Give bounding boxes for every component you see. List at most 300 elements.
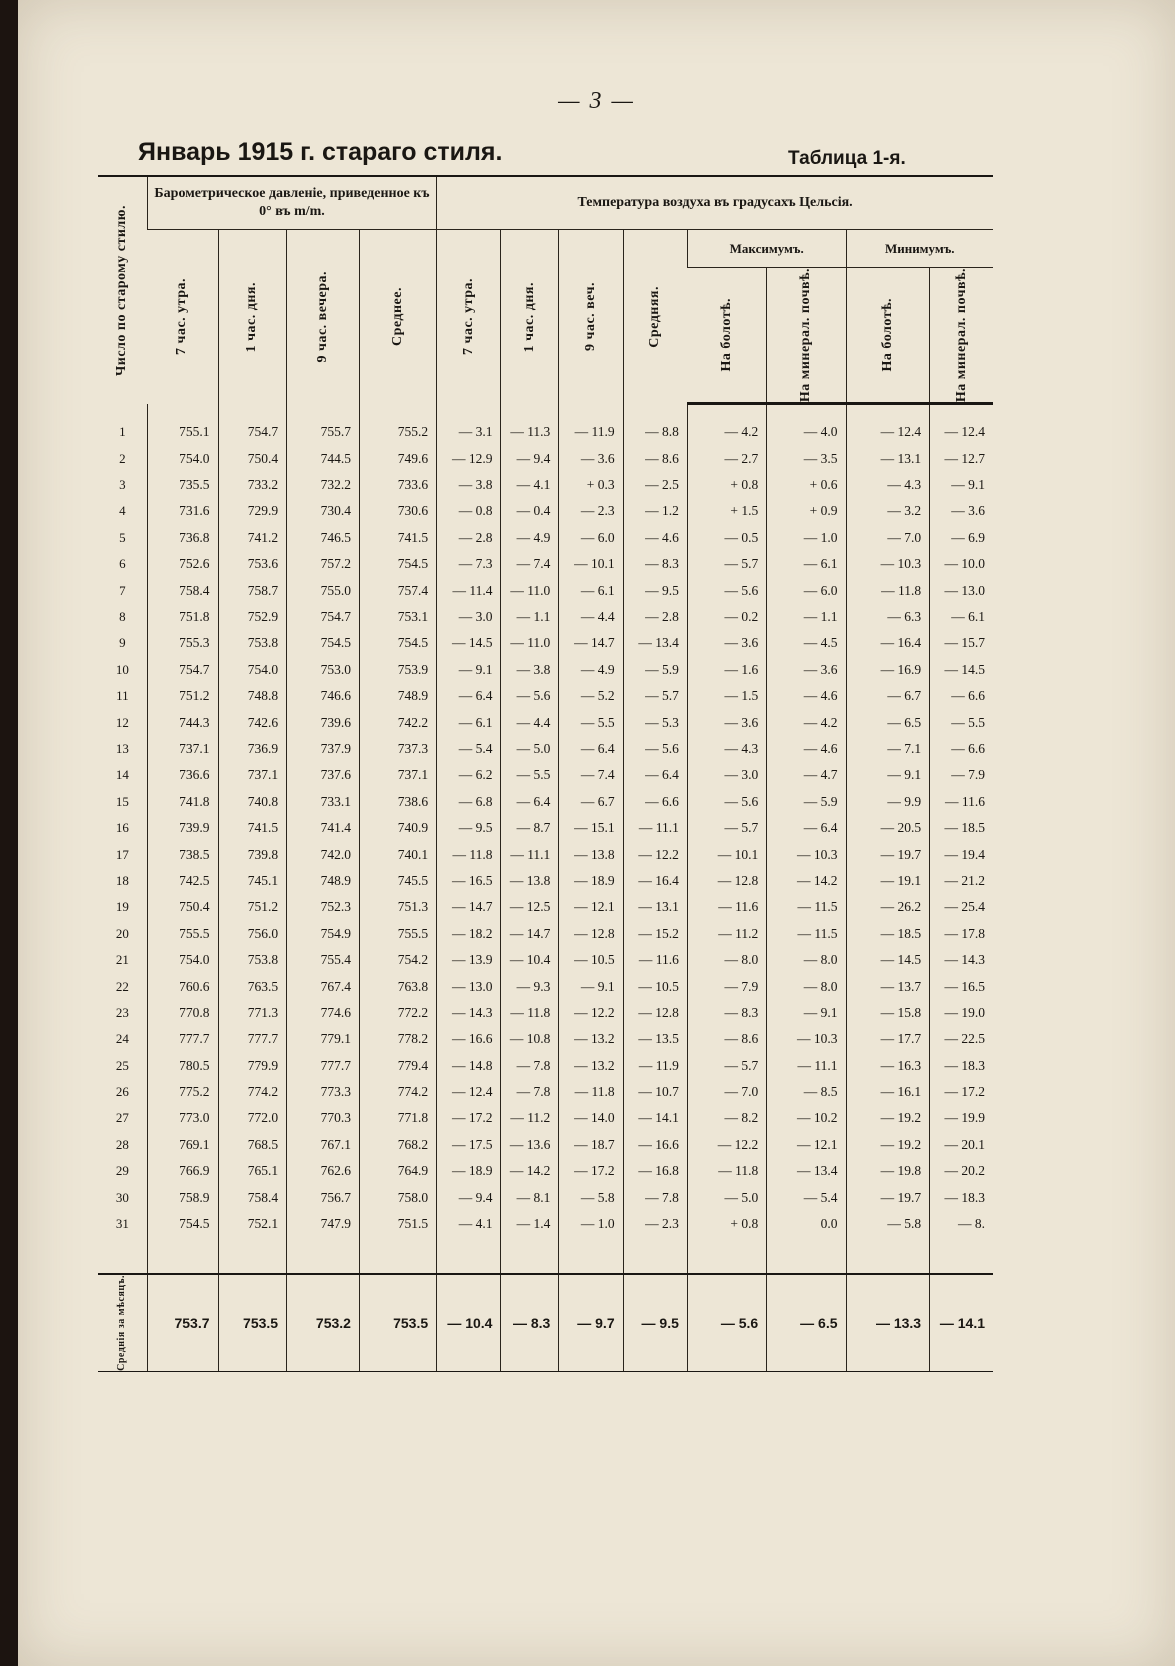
cell-min-mineral: — 25.4 xyxy=(930,894,993,920)
cell-t9: — 9.1 xyxy=(559,973,623,999)
cell-p7: 770.8 xyxy=(147,1000,218,1026)
cell-t1: — 1.4 xyxy=(501,1211,559,1237)
cell-tavg: — 12.2 xyxy=(623,841,687,867)
cell-max-bog: — 1.6 xyxy=(687,657,766,683)
cell-tavg: — 8.3 xyxy=(623,551,687,577)
cell-max-mineral: — 10.2 xyxy=(767,1105,846,1131)
cell-t9: — 11.8 xyxy=(559,1079,623,1105)
cell-p9: 730.4 xyxy=(287,498,360,524)
cell-t9: — 10.1 xyxy=(559,551,623,577)
cell-p1: 758.4 xyxy=(218,1184,287,1210)
cell-day: 13 xyxy=(115,740,129,756)
cell-t1: — 4.9 xyxy=(501,525,559,551)
cell-p1: 741.2 xyxy=(218,525,287,551)
cell-t9: — 5.8 xyxy=(559,1184,623,1210)
table-row xyxy=(98,498,993,524)
cell-pavg: 748.9 xyxy=(359,683,436,709)
cell-t1: — 11.8 xyxy=(501,1000,559,1026)
cell-min-mineral: — 14.3 xyxy=(930,947,993,973)
cell-day: 8 xyxy=(119,609,126,625)
cell-min-bog: — 20.5 xyxy=(846,815,930,841)
table-row xyxy=(98,1158,993,1184)
cell-pavg: 740.1 xyxy=(359,841,436,867)
cell-max-mineral: + 0.9 xyxy=(767,498,846,524)
header-temperature-group: Температура воздуха въ градусахъ Цельсія. xyxy=(437,176,993,230)
cell-day: 18 xyxy=(115,872,129,888)
cell-min-mineral: — 9.1 xyxy=(930,472,993,498)
cell-pavg: 754.2 xyxy=(359,947,436,973)
cell-max-mineral: — 9.1 xyxy=(767,1000,846,1026)
cell-day: 6 xyxy=(119,556,126,572)
cell-min-mineral: — 22.5 xyxy=(930,1026,993,1052)
cell-p9: 777.7 xyxy=(287,1052,360,1078)
cell-max-bog: — 8.2 xyxy=(687,1105,766,1131)
avg-tavg: — 9.5 xyxy=(623,1274,687,1371)
cell-p9: 774.6 xyxy=(287,1000,360,1026)
table-row xyxy=(98,404,993,446)
cell-max-bog: — 7.9 xyxy=(687,973,766,999)
cell-t9: — 4.9 xyxy=(559,657,623,683)
cell-min-bog: — 19.7 xyxy=(846,1184,930,1210)
cell-p9: 753.0 xyxy=(287,657,360,683)
cell-p9: 737.6 xyxy=(287,762,360,788)
cell-min-mineral: — 18.3 xyxy=(930,1184,993,1210)
table-row xyxy=(98,551,993,577)
cell-tavg: — 11.9 xyxy=(623,1052,687,1078)
cell-t7: — 17.2 xyxy=(437,1105,501,1131)
cell-max-mineral: — 6.0 xyxy=(767,577,846,603)
cell-p9: 779.1 xyxy=(287,1026,360,1052)
cell-p9: 754.5 xyxy=(287,630,360,656)
cell-p7: 752.6 xyxy=(147,551,218,577)
cell-t7: — 16.5 xyxy=(437,868,501,894)
averages-label: Среднія за мѣсяцъ. xyxy=(116,1275,128,1372)
cell-t7: — 11.8 xyxy=(437,841,501,867)
cell-p7: 751.2 xyxy=(147,683,218,709)
cell-day: 25 xyxy=(115,1057,129,1073)
cell-min-mineral: — 17.2 xyxy=(930,1079,993,1105)
avg-p1: 753.5 xyxy=(218,1274,287,1371)
cell-pavg: 768.2 xyxy=(359,1132,436,1158)
table-label: Таблица 1-я. xyxy=(788,148,906,169)
cell-p9: 756.7 xyxy=(287,1184,360,1210)
cell-p7: 773.0 xyxy=(147,1105,218,1131)
table-row xyxy=(98,789,993,815)
cell-min-bog: — 19.8 xyxy=(846,1158,930,1184)
cell-t9: — 14.0 xyxy=(559,1105,623,1131)
cell-t9: — 12.2 xyxy=(559,1000,623,1026)
cell-day: 4 xyxy=(119,503,126,519)
table-row xyxy=(98,1000,993,1026)
cell-min-mineral: — 8. xyxy=(930,1211,993,1237)
cell-t7: — 6.1 xyxy=(437,709,501,735)
cell-min-mineral: — 14.5 xyxy=(930,657,993,683)
cell-t7: — 12.4 xyxy=(437,1079,501,1105)
cell-pavg: 758.0 xyxy=(359,1184,436,1210)
cell-t1: — 11.3 xyxy=(501,404,559,446)
cell-p1: 751.2 xyxy=(218,894,287,920)
cell-tavg: — 5.3 xyxy=(623,709,687,735)
cell-max-mineral: — 14.2 xyxy=(767,868,846,894)
cell-max-mineral: — 8.0 xyxy=(767,947,846,973)
cell-p9: 746.6 xyxy=(287,683,360,709)
header-t7 xyxy=(437,230,501,404)
cell-p7: 780.5 xyxy=(147,1052,218,1078)
cell-max-bog: — 11.2 xyxy=(687,921,766,947)
header-min-bog xyxy=(846,268,930,404)
table-row xyxy=(98,709,993,735)
cell-min-bog: — 6.3 xyxy=(846,604,930,630)
averages-row xyxy=(98,1274,993,1371)
cell-t1: — 4.4 xyxy=(501,709,559,735)
cell-max-bog: — 10.1 xyxy=(687,841,766,867)
cell-max-bog: — 11.6 xyxy=(687,894,766,920)
cell-pavg: 755.2 xyxy=(359,404,436,446)
cell-t7: — 18.9 xyxy=(437,1158,501,1184)
cell-t9: + 0.3 xyxy=(559,472,623,498)
cell-t7: — 14.3 xyxy=(437,1000,501,1026)
cell-p9: 748.9 xyxy=(287,868,360,894)
cell-tavg: — 5.7 xyxy=(623,683,687,709)
cell-day: 17 xyxy=(115,846,129,862)
cell-max-bog: — 8.3 xyxy=(687,1000,766,1026)
cell-p9: 742.0 xyxy=(287,841,360,867)
cell-p9: 739.6 xyxy=(287,709,360,735)
cell-max-bog: — 7.0 xyxy=(687,1079,766,1105)
cell-p9: 741.4 xyxy=(287,815,360,841)
cell-day: 15 xyxy=(115,793,129,809)
header-day xyxy=(98,176,147,404)
cell-max-mineral: + 0.6 xyxy=(767,472,846,498)
cell-day: 2 xyxy=(119,450,126,466)
cell-min-mineral: — 16.5 xyxy=(930,973,993,999)
cell-pavg: 733.6 xyxy=(359,472,436,498)
cell-day: 11 xyxy=(116,688,129,704)
cell-min-bog: — 17.7 xyxy=(846,1026,930,1052)
cell-max-bog: — 8.0 xyxy=(687,947,766,973)
cell-t7: — 17.5 xyxy=(437,1132,501,1158)
cell-max-bog: — 5.7 xyxy=(687,551,766,577)
cell-t9: — 13.2 xyxy=(559,1052,623,1078)
cell-min-bog: — 19.7 xyxy=(846,841,930,867)
cell-t9: — 14.7 xyxy=(559,630,623,656)
cell-min-bog: — 19.2 xyxy=(846,1105,930,1131)
cell-tavg: — 16.6 xyxy=(623,1132,687,1158)
cell-min-mineral: — 17.8 xyxy=(930,921,993,947)
cell-max-bog: — 0.5 xyxy=(687,525,766,551)
cell-t1: — 14.2 xyxy=(501,1158,559,1184)
cell-t7: — 16.6 xyxy=(437,1026,501,1052)
cell-max-mineral: — 12.1 xyxy=(767,1132,846,1158)
cell-p7: 755.5 xyxy=(147,921,218,947)
cell-p7: 750.4 xyxy=(147,894,218,920)
cell-p1: 758.7 xyxy=(218,577,287,603)
cell-t1: — 5.0 xyxy=(501,736,559,762)
cell-day: 5 xyxy=(119,529,126,545)
cell-t1: — 9.3 xyxy=(501,973,559,999)
cell-tavg: — 16.8 xyxy=(623,1158,687,1184)
cell-t9: — 6.7 xyxy=(559,789,623,815)
cell-max-bog: + 0.8 xyxy=(687,1211,766,1237)
table-row xyxy=(98,1184,993,1210)
cell-t1: — 7.8 xyxy=(501,1052,559,1078)
table-row xyxy=(98,947,993,973)
cell-t7: — 6.8 xyxy=(437,789,501,815)
cell-t9: — 6.0 xyxy=(559,525,623,551)
cell-pavg: 751.5 xyxy=(359,1211,436,1237)
cell-tavg: — 6.4 xyxy=(623,762,687,788)
cell-p1: 750.4 xyxy=(218,446,287,472)
cell-pavg: 741.5 xyxy=(359,525,436,551)
cell-p7: 741.8 xyxy=(147,789,218,815)
cell-p1: 774.2 xyxy=(218,1079,287,1105)
avg-min-bog: — 13.3 xyxy=(846,1274,930,1371)
cell-p1: 779.9 xyxy=(218,1052,287,1078)
cell-min-bog: — 3.2 xyxy=(846,498,930,524)
header-t1-label: 1 час. дня. xyxy=(521,281,537,352)
cell-p7: 775.2 xyxy=(147,1079,218,1105)
cell-p1: 737.1 xyxy=(218,762,287,788)
cell-max-mineral: — 4.6 xyxy=(767,736,846,762)
cell-t7: — 14.7 xyxy=(437,894,501,920)
cell-min-bog: — 7.1 xyxy=(846,736,930,762)
table-row xyxy=(98,525,993,551)
cell-p9: 732.2 xyxy=(287,472,360,498)
cell-day: 23 xyxy=(115,1004,129,1020)
cell-p9: 744.5 xyxy=(287,446,360,472)
cell-p1: 729.9 xyxy=(218,498,287,524)
cell-tavg: — 2.5 xyxy=(623,472,687,498)
cell-pavg: 764.9 xyxy=(359,1158,436,1184)
table-row xyxy=(98,736,993,762)
avg-pavg: 753.5 xyxy=(359,1274,436,1371)
cell-t7: — 11.4 xyxy=(437,577,501,603)
cell-max-mineral: — 5.9 xyxy=(767,789,846,815)
cell-min-bog: — 10.3 xyxy=(846,551,930,577)
cell-pavg: 772.2 xyxy=(359,1000,436,1026)
header-p1-label: 1 час. дня. xyxy=(244,281,260,352)
cell-day: 31 xyxy=(115,1216,129,1232)
cell-p1: 752.9 xyxy=(218,604,287,630)
cell-tavg: — 5.6 xyxy=(623,736,687,762)
cell-p1: 739.8 xyxy=(218,841,287,867)
cell-t9: — 13.2 xyxy=(559,1026,623,1052)
table-row xyxy=(98,1105,993,1131)
cell-t1: — 5.6 xyxy=(501,683,559,709)
header-min-mineral-label: На минерал. почвѣ. xyxy=(953,268,969,403)
cell-min-mineral: — 7.9 xyxy=(930,762,993,788)
cell-min-bog: — 26.2 xyxy=(846,894,930,920)
cell-p9: 737.9 xyxy=(287,736,360,762)
cell-t9: — 5.5 xyxy=(559,709,623,735)
cell-day: 10 xyxy=(115,661,129,677)
cell-max-bog: — 11.8 xyxy=(687,1158,766,1184)
cell-p9: 770.3 xyxy=(287,1105,360,1131)
cell-min-bog: — 16.1 xyxy=(846,1079,930,1105)
table-row xyxy=(98,577,993,603)
cell-t7: — 6.2 xyxy=(437,762,501,788)
cell-p7: 742.5 xyxy=(147,868,218,894)
cell-t7: — 18.2 xyxy=(437,921,501,947)
cell-max-mineral: — 11.1 xyxy=(767,1052,846,1078)
cell-tavg: — 8.8 xyxy=(623,404,687,446)
cell-max-bog: — 0.2 xyxy=(687,604,766,630)
cell-p7: 758.4 xyxy=(147,577,218,603)
cell-p9: 757.2 xyxy=(287,551,360,577)
cell-t7: — 2.8 xyxy=(437,525,501,551)
cell-t1: — 7.8 xyxy=(501,1079,559,1105)
cell-day: 16 xyxy=(115,820,129,836)
table-row xyxy=(98,815,993,841)
cell-p7: 766.9 xyxy=(147,1158,218,1184)
cell-pavg: 779.4 xyxy=(359,1052,436,1078)
cell-p7: 755.1 xyxy=(147,404,218,446)
table-row xyxy=(98,630,993,656)
cell-day: 29 xyxy=(115,1163,129,1179)
header-p7-label: 7 час. утра. xyxy=(174,278,190,356)
cell-p1: 765.1 xyxy=(218,1158,287,1184)
cell-p1: 772.0 xyxy=(218,1105,287,1131)
cell-p1: 742.6 xyxy=(218,709,287,735)
cell-p7: 735.5 xyxy=(147,472,218,498)
cell-max-mineral: — 3.5 xyxy=(767,446,846,472)
cell-pavg: 753.1 xyxy=(359,604,436,630)
cell-p7: 760.6 xyxy=(147,973,218,999)
table-row xyxy=(98,683,993,709)
cell-t1: — 10.8 xyxy=(501,1026,559,1052)
cell-p7: 731.6 xyxy=(147,498,218,524)
cell-t7: — 13.0 xyxy=(437,973,501,999)
cell-max-mineral: — 4.0 xyxy=(767,404,846,446)
cell-min-mineral: — 5.5 xyxy=(930,709,993,735)
weather-table xyxy=(98,175,993,1372)
cell-max-bog: — 4.3 xyxy=(687,736,766,762)
table-row xyxy=(98,657,993,683)
cell-p7: 777.7 xyxy=(147,1026,218,1052)
cell-min-bog: — 14.5 xyxy=(846,947,930,973)
cell-p7: 736.6 xyxy=(147,762,218,788)
cell-max-bog: — 8.6 xyxy=(687,1026,766,1052)
cell-pavg: 751.3 xyxy=(359,894,436,920)
page-number: — 3 — xyxy=(558,88,635,114)
cell-p1: 733.2 xyxy=(218,472,287,498)
cell-tavg: — 11.1 xyxy=(623,815,687,841)
cell-day: 3 xyxy=(119,477,126,493)
cell-max-mineral: — 4.5 xyxy=(767,630,846,656)
cell-p9: 755.0 xyxy=(287,577,360,603)
cell-t9: — 17.2 xyxy=(559,1158,623,1184)
cell-min-mineral: — 18.5 xyxy=(930,815,993,841)
header-day-label: Число по старому стилю. xyxy=(114,204,130,376)
cell-t1: — 4.1 xyxy=(501,472,559,498)
avg-max-mineral: — 6.5 xyxy=(767,1274,846,1371)
cell-t9: — 12.1 xyxy=(559,894,623,920)
cell-pavg: 771.8 xyxy=(359,1105,436,1131)
cell-min-mineral: — 3.6 xyxy=(930,498,993,524)
cell-t1: — 8.7 xyxy=(501,815,559,841)
cell-t9: — 12.8 xyxy=(559,921,623,947)
cell-day: 7 xyxy=(119,582,126,598)
cell-p7: 754.5 xyxy=(147,1211,218,1237)
cell-p9: 755.7 xyxy=(287,404,360,446)
cell-max-bog: — 5.7 xyxy=(687,1052,766,1078)
cell-p1: 756.0 xyxy=(218,921,287,947)
cell-t9: — 13.8 xyxy=(559,841,623,867)
cell-pavg: 763.8 xyxy=(359,973,436,999)
cell-min-bog: — 18.5 xyxy=(846,921,930,947)
cell-min-mineral: — 6.9 xyxy=(930,525,993,551)
table-row xyxy=(98,762,993,788)
cell-p9: 767.1 xyxy=(287,1132,360,1158)
cell-p1: 740.8 xyxy=(218,789,287,815)
cell-min-mineral: — 19.0 xyxy=(930,1000,993,1026)
cell-t9: — 2.3 xyxy=(559,498,623,524)
cell-day: 12 xyxy=(115,714,129,730)
cell-tavg: — 8.6 xyxy=(623,446,687,472)
cell-min-bog: — 15.8 xyxy=(846,1000,930,1026)
cell-pavg: 740.9 xyxy=(359,815,436,841)
cell-pavg: 737.3 xyxy=(359,736,436,762)
cell-p9: 754.7 xyxy=(287,604,360,630)
cell-p9: 762.6 xyxy=(287,1158,360,1184)
cell-p1: 741.5 xyxy=(218,815,287,841)
cell-t1: — 0.4 xyxy=(501,498,559,524)
monthly-averages xyxy=(98,1274,993,1371)
cell-min-bog: — 6.7 xyxy=(846,683,930,709)
header-tavg-label: Средняя. xyxy=(647,285,663,348)
cell-p7: 737.1 xyxy=(147,736,218,762)
avg-t1: — 8.3 xyxy=(501,1274,559,1371)
cell-t9: — 6.4 xyxy=(559,736,623,762)
header-p1 xyxy=(218,230,287,404)
cell-pavg: 755.5 xyxy=(359,921,436,947)
cell-min-mineral: — 10.0 xyxy=(930,551,993,577)
table-row xyxy=(98,446,993,472)
cell-max-mineral: — 10.3 xyxy=(767,841,846,867)
cell-t7: — 9.1 xyxy=(437,657,501,683)
cell-max-bog: — 3.6 xyxy=(687,709,766,735)
averages-label-cell xyxy=(98,1274,147,1371)
cell-t1: — 6.4 xyxy=(501,789,559,815)
cell-t1: — 5.5 xyxy=(501,762,559,788)
cell-min-bog: — 19.1 xyxy=(846,868,930,894)
cell-max-bog: — 1.5 xyxy=(687,683,766,709)
cell-pavg: 745.5 xyxy=(359,868,436,894)
cell-max-bog: — 3.0 xyxy=(687,762,766,788)
header-tavg xyxy=(623,230,687,404)
cell-p9: 773.3 xyxy=(287,1079,360,1105)
cell-tavg: — 15.2 xyxy=(623,921,687,947)
cell-min-bog: — 5.8 xyxy=(846,1211,930,1237)
cell-p7: 769.1 xyxy=(147,1132,218,1158)
cell-pavg: 749.6 xyxy=(359,446,436,472)
cell-t1: — 14.7 xyxy=(501,921,559,947)
cell-p9: 755.4 xyxy=(287,947,360,973)
cell-t1: — 11.0 xyxy=(501,577,559,603)
cell-min-bog: — 11.8 xyxy=(846,577,930,603)
cell-min-bog: — 16.4 xyxy=(846,630,930,656)
cell-max-mineral: — 13.4 xyxy=(767,1158,846,1184)
table-row xyxy=(98,894,993,920)
cell-pavg: 754.5 xyxy=(359,630,436,656)
header-max-bog xyxy=(687,268,766,404)
header-max-bog-label: На болотѣ. xyxy=(718,298,734,372)
cell-min-mineral: — 13.0 xyxy=(930,577,993,603)
cell-max-bog: — 3.6 xyxy=(687,630,766,656)
cell-p9: 733.1 xyxy=(287,789,360,815)
daily-rows xyxy=(98,404,993,1238)
cell-t9: — 15.1 xyxy=(559,815,623,841)
